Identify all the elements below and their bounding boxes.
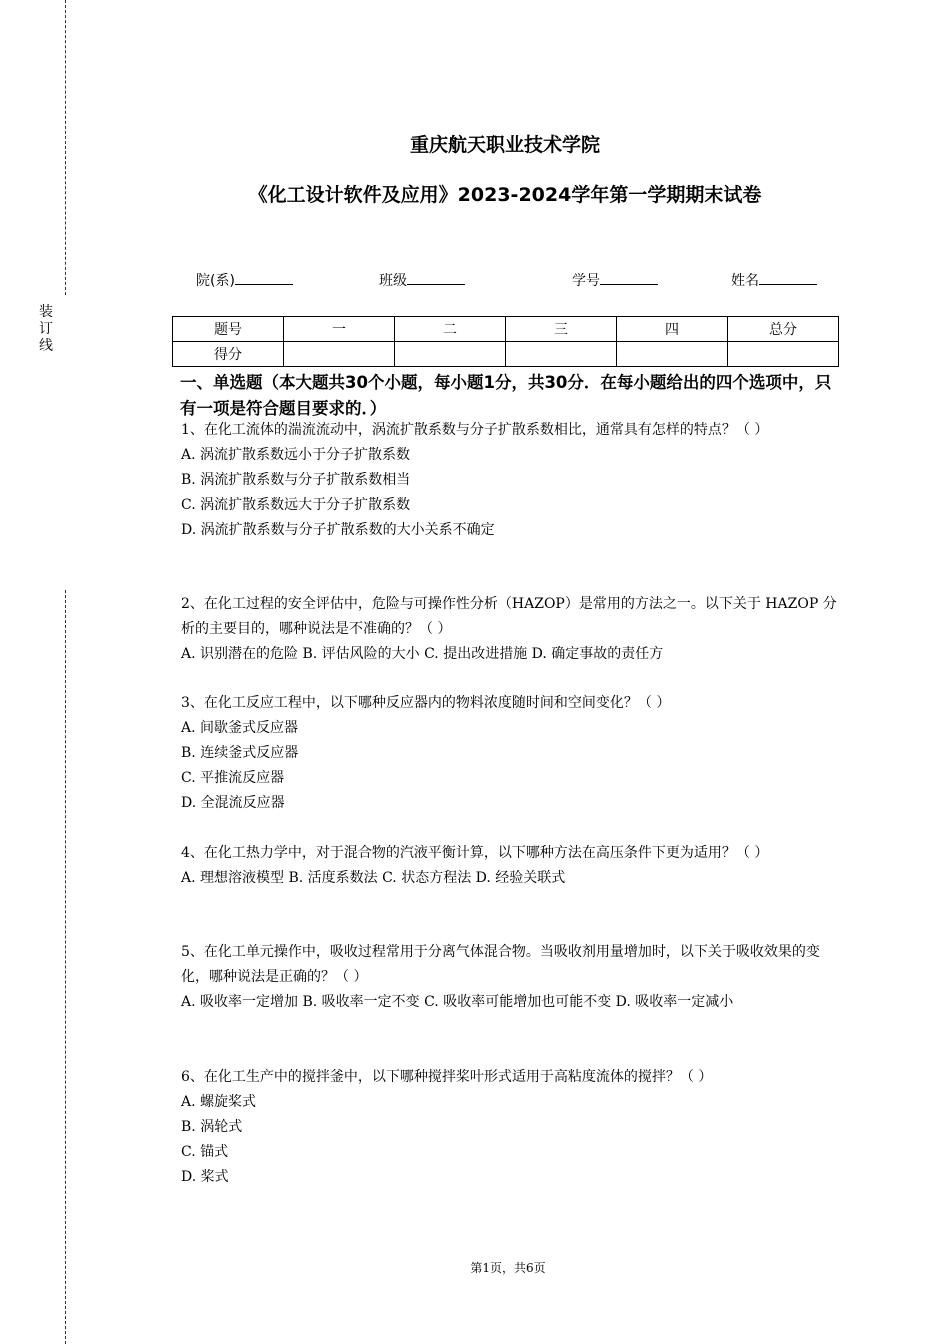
page-number: 第1页，共6页 xyxy=(470,1261,546,1275)
option: D. 涡流扩散系数与分子扩散系数的大小关系不确定 xyxy=(181,522,495,538)
option: C. 平推流反应器 xyxy=(181,770,285,786)
field-label: 姓名 xyxy=(731,273,759,289)
question-stem: 5、在化工单元操作中，吸收过程常用于分离气体混合物。当吸收剂用量增加时，以下关于吸收效果的变化，哪种说法是正确的？（ ） xyxy=(181,944,820,985)
option: A. 螺旋桨式 xyxy=(181,1094,257,1110)
fill-blank[interactable] xyxy=(759,270,817,285)
binding-char: 线 xyxy=(39,338,53,354)
question-1 xyxy=(181,418,841,543)
question-4 xyxy=(181,841,841,891)
table-cell: 一 xyxy=(284,317,395,342)
fill-blank[interactable] xyxy=(407,270,465,285)
field-label: 院(系) xyxy=(196,273,235,289)
question-3 xyxy=(181,691,841,816)
field-label: 班级 xyxy=(379,273,407,289)
option: C. 涡流扩散系数远大于分子扩散系数 xyxy=(181,497,411,513)
option: A. 吸收率一定增加 B. 吸收率一定不变 C. 吸收率可能增加也可能不变 D. 吸收率一定减小 xyxy=(181,994,734,1010)
option: B. 涡流扩散系数与分子扩散系数相当 xyxy=(181,472,411,488)
score-cell[interactable] xyxy=(506,342,617,367)
table-cell: 四 xyxy=(617,317,728,342)
option: D. 桨式 xyxy=(181,1169,229,1185)
table-cell: 二 xyxy=(395,317,506,342)
score-table-header-row xyxy=(173,317,839,342)
question-stem: 2、在化工过程的安全评估中，危险与可操作性分析（HAZOP）是常用的方法之一。以下关于 HAZOP 分析的主要目的，哪种说法是不准确的？（ ） xyxy=(181,596,837,637)
field-class xyxy=(379,270,465,290)
option: A. 涡流扩散系数远小于分子扩散系数 xyxy=(181,447,411,463)
question-stem: 3、在化工反应工程中，以下哪种反应器内的物料浓度随时间和空间变化？（ ） xyxy=(181,695,671,711)
field-name xyxy=(731,270,817,290)
option: B. 连续釜式反应器 xyxy=(181,745,299,761)
field-department xyxy=(196,270,293,290)
fill-blank[interactable] xyxy=(600,270,658,285)
score-cell[interactable] xyxy=(284,342,395,367)
question-stem: 6、在化工生产中的搅拌釜中，以下哪种搅拌桨叶形式适用于高粘度流体的搅拌？（ ） xyxy=(181,1069,713,1085)
table-cell: 三 xyxy=(506,317,617,342)
binding-char: 订 xyxy=(39,321,53,337)
question-2 xyxy=(181,592,841,667)
exam-title: 《化工设计软件及应用》2023-2024学年第一学期期末试卷 xyxy=(248,184,762,206)
question-6 xyxy=(181,1065,841,1190)
question-stem: 4、在化工热力学中，对于混合物的汽液平衡计算，以下哪种方法在高压条件下更为适用？（ ） xyxy=(181,845,769,861)
binding-line-bottom xyxy=(65,590,66,1344)
option: A. 理想溶液模型 B. 活度系数法 C. 状态方程法 D. 经验关联式 xyxy=(181,870,566,886)
field-label: 学号 xyxy=(572,273,600,289)
option: A. 间歇釜式反应器 xyxy=(181,720,299,736)
binding-char: 装 xyxy=(39,304,53,320)
score-cell[interactable] xyxy=(728,342,839,367)
question-5 xyxy=(181,940,841,1015)
question-stem: 1、在化工流体的湍流流动中，涡流扩散系数与分子扩散系数相比，通常具有怎样的特点？（ ） xyxy=(181,422,769,438)
option: A. 识别潜在的危险 B. 评估风险的大小 C. 提出改进措施 D. 确定事故的责任方 xyxy=(181,646,664,662)
field-student-id xyxy=(572,270,658,290)
section-heading: 一、单选题（本大题共30个小题，每小题1分，共30分．在每小题给出的四个选项中，只有一项是符合题目要求的．） xyxy=(180,373,832,418)
fill-blank[interactable] xyxy=(235,270,293,285)
table-cell: 总分 xyxy=(728,317,839,342)
score-cell[interactable] xyxy=(617,342,728,367)
option: B. 涡轮式 xyxy=(181,1119,243,1135)
binding-label xyxy=(38,304,54,355)
option: C. 锚式 xyxy=(181,1144,229,1160)
table-cell: 题号 xyxy=(173,317,284,342)
score-table xyxy=(172,316,839,367)
score-table-score-row xyxy=(173,342,839,367)
score-cell[interactable] xyxy=(395,342,506,367)
table-cell: 得分 xyxy=(173,342,284,367)
school-name: 重庆航天职业技术学院 xyxy=(409,134,600,156)
option: D. 全混流反应器 xyxy=(181,795,285,811)
